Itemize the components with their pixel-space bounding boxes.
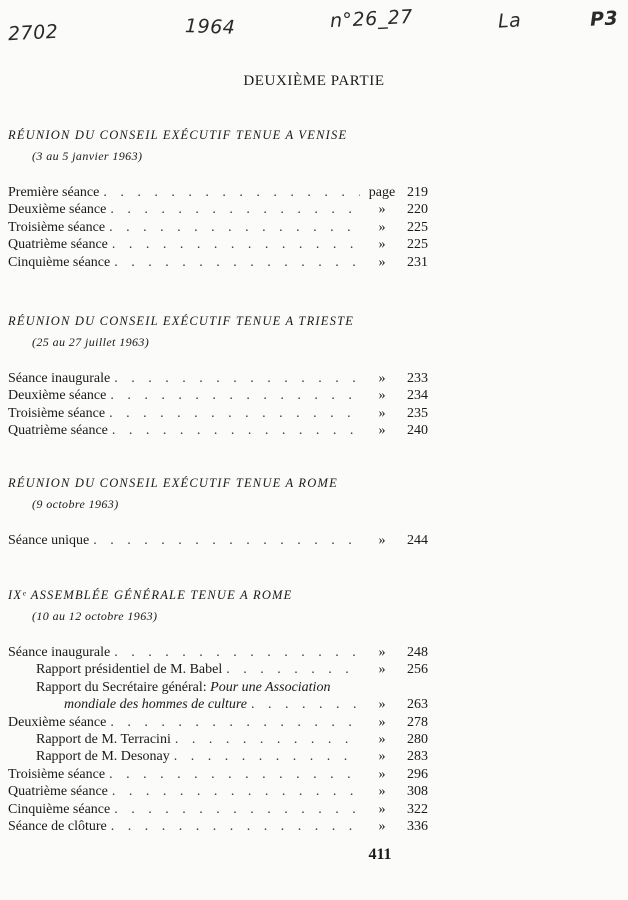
dot-leader	[110, 201, 360, 218]
section-title: RÉUNION DU CONSEIL EXÉCUTIF TENUE A TRIESTE	[8, 314, 355, 328]
dot-leader	[110, 714, 360, 731]
entry-page-mark: »	[378, 784, 386, 800]
toc-entry	[8, 201, 428, 218]
entry-page: 225	[407, 237, 428, 253]
toc-entry	[8, 422, 428, 439]
dot-leader	[109, 766, 360, 783]
handwritten-note-year: 1964	[184, 15, 236, 39]
toc-entry	[8, 254, 428, 271]
dot-leader	[93, 532, 360, 549]
section-assemblee	[8, 588, 618, 835]
entry-page: 248	[407, 645, 428, 660]
entry-label: Séance inaugurale	[8, 371, 111, 386]
entry-page: 296	[407, 766, 428, 782]
entry-label-prefix: Rapport du Secrétaire général:	[36, 679, 211, 695]
entry-label: Séance inaugurale	[8, 645, 111, 660]
dot-leader	[226, 661, 360, 678]
section-title: RÉUNION DU CONSEIL EXÉCUTIF TENUE A VENISE	[8, 128, 348, 142]
section-date: (10 au 12 octobre 1963)	[32, 609, 158, 623]
handwritten-note-issue: n°26_27	[329, 5, 414, 33]
toc-entry	[8, 370, 428, 387]
entry-label: mondiale des hommes de culture	[64, 697, 247, 713]
toc-entry	[8, 766, 428, 783]
section-venise	[8, 128, 618, 271]
toc-entry	[8, 748, 428, 765]
entry-page-mark: »	[378, 662, 386, 678]
entry-label: Troisième séance	[8, 405, 106, 421]
dot-leader	[110, 387, 360, 404]
entry-page-mark: »	[378, 219, 386, 235]
part-title: DEUXIÈME PARTIE	[243, 73, 385, 89]
entry-page-mark: »	[378, 371, 386, 386]
toc-entry	[8, 644, 428, 661]
entry-page: 336	[407, 818, 428, 834]
entry-label: Rapport de M. Terracini	[36, 731, 171, 747]
section-date: (25 au 27 juillet 1963)	[32, 335, 150, 349]
dot-leader	[112, 236, 360, 253]
toc-entry	[8, 714, 428, 731]
dot-leader	[109, 219, 360, 236]
handwritten-note-number: 2702	[7, 20, 59, 46]
handwritten-note-la: La	[497, 9, 522, 33]
entry-page-mark: »	[378, 801, 386, 817]
section-trieste	[8, 314, 618, 440]
entry-label: Quatrième séance	[8, 423, 108, 439]
dot-leader	[109, 405, 360, 422]
dot-leader	[114, 370, 360, 387]
entry-page-mark: »	[378, 766, 386, 782]
entry-page: 240	[407, 423, 428, 439]
entry-page: 308	[407, 784, 428, 800]
entry-label: Troisième séance	[8, 219, 106, 235]
entry-label-italic: Pour une Association	[210, 679, 331, 695]
entry-label: Deuxième séance	[8, 388, 107, 404]
entry-label: Quatrième séance	[8, 237, 108, 253]
dot-leader	[114, 801, 360, 818]
entry-page-mark: »	[378, 388, 386, 404]
dot-leader	[103, 184, 360, 201]
dot-leader	[174, 748, 360, 765]
entry-label: Première séance	[8, 185, 100, 200]
entry-label: Deuxième séance	[8, 202, 107, 218]
entry-page: 234	[407, 388, 428, 404]
entry-label: Séance de clôture	[8, 818, 107, 834]
entry-page-mark: »	[378, 645, 386, 660]
dot-leader	[175, 731, 360, 748]
entry-label: Rapport présidentiel de M. Babel	[36, 662, 223, 678]
entry-page: 235	[407, 405, 428, 421]
section-title: RÉUNION DU CONSEIL EXÉCUTIF TENUE A ROME	[8, 476, 338, 490]
entry-page-mark: page	[368, 185, 396, 200]
dot-leader	[112, 783, 360, 800]
entry-page-mark: »	[378, 423, 386, 439]
entry-label: Cinquième séance	[8, 254, 111, 270]
entry-page-mark: »	[378, 254, 386, 270]
entry-page: 322	[407, 801, 428, 817]
toc-entry	[8, 405, 428, 422]
entry-page-mark: »	[378, 818, 386, 834]
section-date: (9 octobre 1963)	[32, 497, 119, 511]
entry-page-mark: »	[378, 731, 386, 747]
entry-page-mark: »	[378, 749, 386, 765]
toc-entry	[8, 818, 428, 835]
entry-label: Troisième séance	[8, 766, 106, 782]
toc-entry	[8, 219, 428, 236]
section-rome-conseil	[8, 476, 618, 549]
handwritten-note-p3: P3	[589, 7, 619, 31]
section-title: IXᵉ ASSEMBLÉE GÉNÉRALE TENUE A ROME	[8, 588, 293, 602]
toc-entry	[8, 801, 428, 818]
entry-page: 231	[407, 254, 428, 270]
entry-page-mark: »	[378, 405, 386, 421]
entry-page: 220	[407, 202, 428, 218]
toc-entry	[8, 783, 428, 800]
dot-leader	[114, 254, 360, 271]
toc-entry	[8, 387, 428, 404]
entry-page: 280	[407, 731, 428, 747]
entry-page-mark: »	[378, 714, 386, 730]
entry-label: Deuxième séance	[8, 714, 107, 730]
toc-entry-line1	[8, 679, 618, 696]
entry-page: 278	[407, 714, 428, 730]
toc-entry	[8, 731, 428, 748]
entry-page: 283	[407, 749, 428, 765]
entry-page: 244	[407, 533, 428, 548]
toc-entry	[8, 236, 428, 253]
toc-entry	[8, 532, 428, 549]
page-number: 411	[368, 846, 392, 863]
entry-label: Séance unique	[8, 533, 90, 548]
section-date: (3 au 5 janvier 1963)	[32, 149, 143, 163]
entry-page-mark: »	[378, 202, 386, 218]
entry-label: Cinquième séance	[8, 801, 111, 817]
toc-entry	[8, 696, 428, 713]
dot-leader	[112, 422, 360, 439]
entry-page: 219	[407, 185, 428, 200]
entry-page: 233	[407, 371, 428, 386]
dot-leader	[111, 818, 360, 835]
entry-page: 225	[407, 219, 428, 235]
entry-page-mark: »	[378, 533, 386, 548]
entry-label: Quatrième séance	[8, 784, 108, 800]
toc-entry	[8, 184, 428, 201]
entry-page: 263	[407, 697, 428, 713]
toc-entry	[8, 661, 428, 678]
entry-page-mark: »	[378, 237, 386, 253]
entry-page: 256	[407, 662, 428, 678]
dot-leader	[114, 644, 360, 661]
entry-page-mark: »	[378, 697, 386, 713]
dot-leader	[251, 696, 360, 713]
entry-label: Rapport de M. Desonay	[36, 749, 170, 765]
